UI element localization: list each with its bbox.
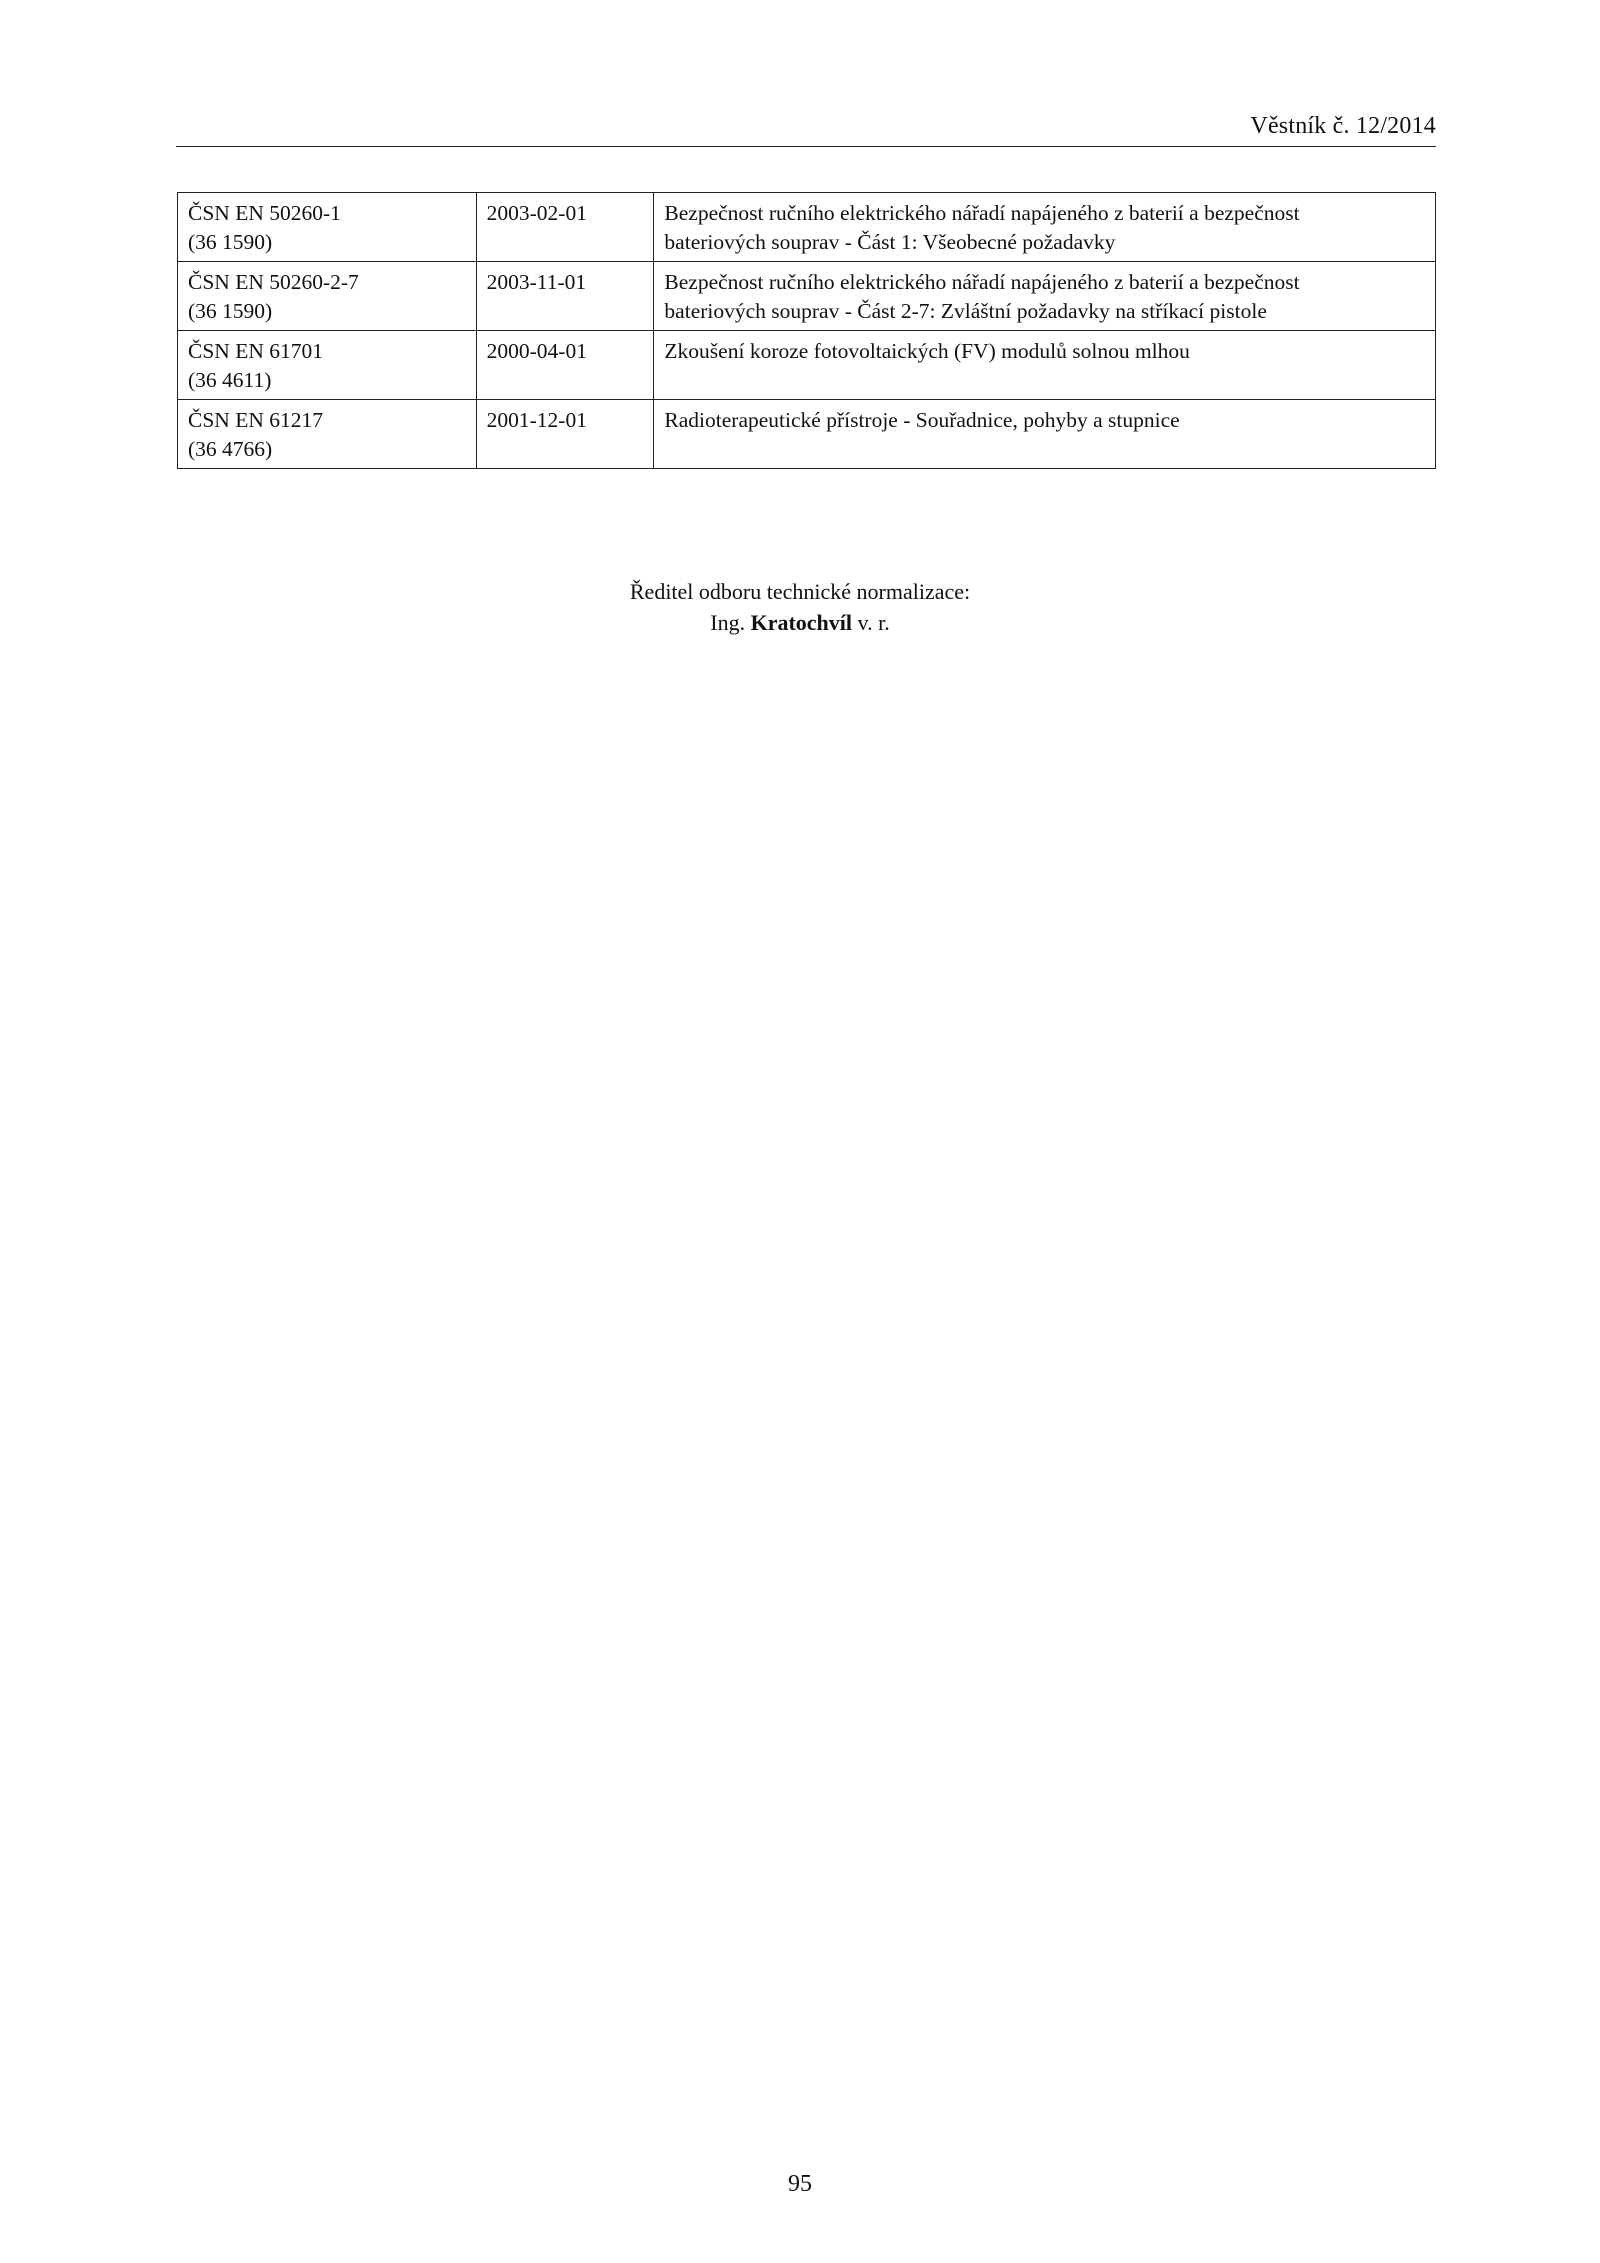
classification-code: (36 4766) [188, 437, 273, 461]
standard-code-cell [178, 193, 477, 262]
standard-date: 2000-04-01 [486, 339, 587, 363]
title-cell [654, 262, 1436, 331]
date-cell [476, 400, 654, 469]
standard-code-cell [178, 331, 477, 400]
journal-title: Věstník č. 12/2014 [1250, 113, 1436, 139]
standard-title-line: bateriových souprav - Část 1: Všeobecné požadavky [664, 230, 1116, 254]
standard-code: ČSN EN 61217 [188, 408, 323, 432]
standard-date: 2001-12-01 [486, 408, 587, 432]
standard-code: ČSN EN 61701 [188, 339, 323, 363]
signature-block [0, 576, 1600, 638]
standard-title-line: bateriových souprav - Část 2-7: Zvláštní požadavky na stříkací pistole [664, 299, 1267, 323]
signatory-suffix: v. r. [857, 610, 890, 635]
title-cell [654, 331, 1436, 400]
signatory-name: Kratochvíl [750, 610, 853, 635]
standard-title-line: Radioterapeutické přístroje - Souřadnice, pohyby a stupnice [664, 408, 1180, 432]
table-row [178, 262, 1436, 331]
signatory-title: Ing. [710, 610, 746, 635]
standards-table [177, 192, 1436, 469]
standard-code: ČSN EN 50260-1 [188, 201, 341, 225]
standard-code-cell [178, 262, 477, 331]
date-cell [476, 331, 654, 400]
date-cell [476, 262, 654, 331]
classification-code: (36 1590) [188, 230, 273, 254]
classification-code: (36 1590) [188, 299, 273, 323]
standard-title-line: Bezpečnost ručního elektrického nářadí napájeného z baterií a bezpečnost [664, 270, 1300, 294]
standard-date: 2003-02-01 [486, 201, 587, 225]
standard-title-line: Bezpečnost ručního elektrického nářadí napájeného z baterií a bezpečnost [664, 201, 1300, 225]
standard-code: ČSN EN 50260-2-7 [188, 270, 359, 294]
standard-date: 2003-11-01 [486, 270, 587, 294]
page-header [176, 112, 1436, 147]
standard-title-line: Zkoušení koroze fotovoltaických (FV) modulů solnou mlhou [664, 339, 1190, 363]
title-cell [654, 400, 1436, 469]
signatory-name-line [0, 607, 1600, 638]
page-number: 95 [788, 2171, 812, 2197]
classification-code: (36 4611) [188, 368, 272, 392]
table-row [178, 400, 1436, 469]
signatory-role: Ředitel odboru technické normalizace: [629, 579, 971, 604]
table-row [178, 193, 1436, 262]
date-cell [476, 193, 654, 262]
standard-code-cell [178, 400, 477, 469]
table-row [178, 331, 1436, 400]
title-cell [654, 193, 1436, 262]
